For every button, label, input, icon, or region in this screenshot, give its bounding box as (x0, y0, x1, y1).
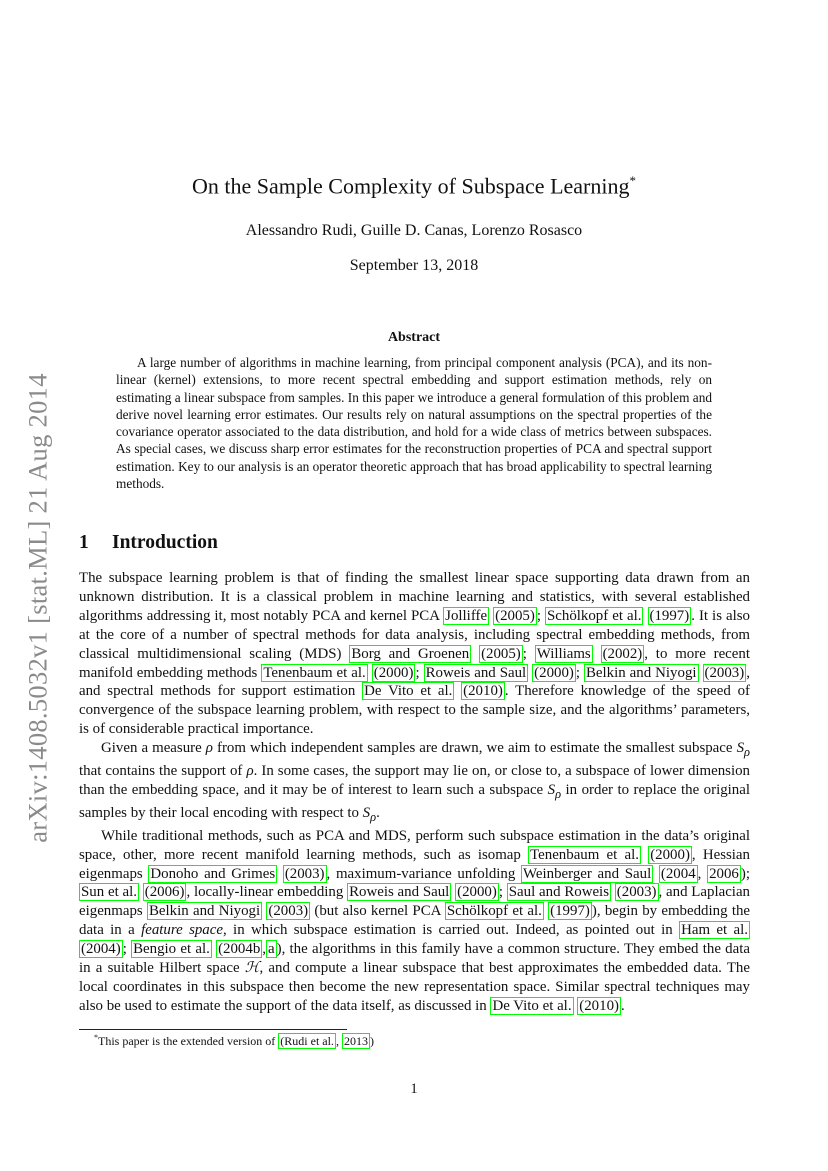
text-run: , Hessian eigenmaps (79, 846, 750, 882)
paragraph-3 (79, 827, 750, 1016)
text-run: . In some cases, the support may lie on, or close to, a subspace of lower dimension than the embedding space, and it may be of interest to learn such a subspace (79, 763, 750, 798)
citation-link[interactable]: Borg and Groenen (351, 645, 470, 662)
citation-link[interactable]: Saul and Roweis (508, 884, 609, 901)
citation-link[interactable]: (1997) (550, 903, 590, 920)
citation-link[interactable]: (2000) (534, 664, 574, 681)
arxiv-identifier: arXiv:1408.5032v1 [stat.ML] 21 Aug 2014 (22, 373, 53, 843)
section-heading (79, 532, 218, 554)
paper-title (0, 173, 828, 199)
paper-date: September 13, 2018 (349, 257, 479, 274)
math-subscript: ρ (370, 809, 377, 824)
arxiv-identifier-stamp (18, 358, 58, 858)
citation-link[interactable]: De Vito et al. (364, 683, 453, 700)
citation-link[interactable]: (2004) (81, 941, 121, 958)
citation-link[interactable]: 2013 (343, 1034, 368, 1048)
citation-link[interactable]: Williams (536, 645, 591, 662)
text-run: This paper is the extended version of (98, 1034, 279, 1048)
text-run: , (697, 865, 708, 882)
text-run: ; (536, 607, 545, 624)
math-symbol: ρ (246, 763, 254, 780)
text-run: . Therefore knowledge of the speed of convergence of the subspace learning problem, with respect to the sample size, and the algorithms’ parameters, is of considerable practical importance. (79, 683, 750, 738)
citation-link[interactable]: (2005) (481, 645, 521, 662)
text-run: ; (575, 664, 584, 681)
citation-link[interactable]: Jolliffe (445, 607, 488, 624)
text-run: ; (415, 664, 424, 681)
abstract-heading: Abstract (387, 330, 441, 345)
footnote-mark: * (94, 1033, 98, 1042)
citation-link[interactable]: 2006 (709, 865, 739, 882)
citation-link[interactable]: (2010) (463, 683, 503, 700)
paragraph-1 (79, 569, 750, 739)
citation-link[interactable]: De Vito et al. (492, 997, 572, 1014)
citation-link[interactable]: (2004 (660, 865, 696, 882)
body-text (79, 569, 750, 1016)
text-run: , and spectral methods for support estimation (79, 664, 750, 700)
text-run: ; (122, 941, 132, 958)
citation-link[interactable]: (2005) (495, 607, 535, 624)
section-title: Introduction (112, 532, 218, 553)
text-run: , (262, 941, 266, 958)
text-run (277, 866, 283, 882)
citation-link[interactable]: (2003) (704, 664, 745, 681)
citation-link[interactable]: (2010) (579, 997, 619, 1014)
citation-link[interactable]: Sun et al. (81, 884, 137, 901)
text-run: The subspace learning problem is that of finding the smallest linear space supporting data drawn from an unknown distribution. It is a classical problem in machine learning and statistics, with several established algorithms addressing it, most notably PCA and kernel PCA (79, 570, 750, 624)
text-run: ); (740, 865, 750, 882)
citation-link[interactable]: Belkin and Niyogi (148, 903, 261, 920)
text-run: ; (498, 884, 507, 901)
text-run: Given a measure (101, 740, 206, 757)
text-run (471, 646, 479, 662)
citation-link[interactable]: (2000) (373, 664, 414, 681)
citation-link[interactable]: (Rudi et al. (280, 1034, 334, 1048)
citation-link[interactable]: (2006) (144, 884, 185, 901)
math-subscript: ρ (555, 786, 562, 801)
math-symbol: ℋ (244, 960, 260, 977)
text-run: , and compute a linear subspace that best approximates the embedded data. The local coordinates in this subspace then become the new representation space. Similar spectral techniques may also be used to estimate the support of the data itself, as discussed in (79, 960, 750, 1014)
text-run: While traditional methods, such as PCA and MDS, perform such subspace estimation in the data’s original space, other, more recent manifold learning methods, such as isomap (79, 827, 750, 863)
math-subscript: ρ (744, 745, 750, 760)
text-run: , in which subspace estimation is carried out. Indeed, as pointed out in (222, 922, 680, 939)
text-run: ), begin by embedding the data in a (79, 903, 751, 939)
citation-link[interactable]: Roweis and Saul (349, 884, 450, 901)
citation-link[interactable]: Belkin and Niyogi (586, 664, 697, 681)
citation-link[interactable]: Schölkopf et al. (446, 903, 542, 920)
citation-link[interactable]: (2002) (602, 645, 643, 662)
text-run: ), the algorithms in this family have a common structure. They embed the data in a suitable Hilbert space (79, 941, 750, 977)
citation-link[interactable]: Weinberger and Saul (523, 865, 652, 882)
citation-link[interactable]: (1997) (649, 607, 690, 624)
text-run: , maximum-variance unfolding (326, 865, 522, 882)
paragraph-2 (79, 739, 750, 827)
math-symbol: S (362, 804, 371, 821)
text-run (699, 665, 703, 681)
citation-link[interactable]: Tenenbaum et al. (263, 664, 366, 681)
text-run: , to more recent manifold embedding methods (79, 645, 750, 681)
section-number: 1 (79, 532, 89, 553)
emphasized-term: feature space (141, 922, 223, 939)
page-number: 1 (410, 1081, 418, 1097)
abstract-text: A large number of algorithms in machine learning, from principal component analysis (PCA), and its non-linear (kernel) extensions, to more recent spectral embedding and support estimation methods, rely on estimating a linear subspace from samples. In this paper we introduce a general formulation of this problem and derive novel learning error estimates. Our results rely on natural assumptions on the spectral properties of the covariance operator associated to the data distribution, and hold for a wide class of metrics between subspaces. As special cases, we discuss sharp error estimates for the reconstruction properties of PCA and spectral support estimation. Key to our analysis is an operator theoretic approach that has broad applicability to spectral learning methods. (116, 355, 712, 492)
citation-link[interactable]: Ham et al. (681, 922, 748, 939)
text-run: (but also kernel PCA (310, 903, 445, 920)
math-symbol: S (736, 740, 745, 757)
citation-link[interactable]: (2004b (218, 941, 261, 958)
text-run: , (335, 1034, 342, 1048)
paper-title-text: On the Sample Complexity of Subspace Learning (192, 173, 630, 199)
citation-link[interactable]: (2003) (616, 884, 657, 901)
text-run: . (376, 804, 380, 821)
text-run: that contains the support of (79, 763, 247, 780)
footnote-rule (79, 1029, 347, 1030)
text-run: in order to replace the original samples by their local encoding with respect to (79, 781, 750, 821)
footnote (94, 1033, 374, 1049)
text-run: . It is also at the core of a number of spectral methods for data analysis, including spectral embedding methods, from classical multidimensional scaling (MDS) (79, 607, 750, 662)
citation-link[interactable]: (2003) (268, 903, 309, 920)
citation-link[interactable]: (2003) (284, 865, 325, 882)
text-run: , locally-linear embedding (186, 884, 348, 901)
citation-link[interactable]: Tenenbaum et al. (530, 846, 639, 863)
text-run: . (620, 997, 625, 1014)
text-run: from which independent samples are drawn, we aim to estimate the smallest subspace (212, 740, 737, 757)
citation-link[interactable]: Bengio et al. (133, 941, 210, 958)
math-symbol: ρ (205, 740, 213, 757)
text-run (593, 646, 601, 662)
citation-link[interactable]: (2000) (457, 884, 497, 901)
title-footnote-mark: * (629, 173, 636, 188)
text-run: , and Laplacian eigenmaps (79, 884, 750, 920)
text-run (643, 608, 647, 624)
citation-link[interactable]: Roweis and Saul (425, 664, 527, 681)
citation-link[interactable]: a (268, 941, 275, 958)
text-run: ; (522, 645, 535, 662)
citation-link[interactable]: (2000) (650, 846, 690, 863)
citation-link[interactable]: Donoho and Grimes (150, 865, 276, 882)
math-symbol: S (547, 781, 556, 798)
text-run: ) (369, 1034, 374, 1048)
paper-authors: Alessandro Rudi, Guille D. Canas, Lorenzo Rosasco (245, 222, 583, 239)
citation-link[interactable]: Schölkopf et al. (547, 607, 642, 624)
